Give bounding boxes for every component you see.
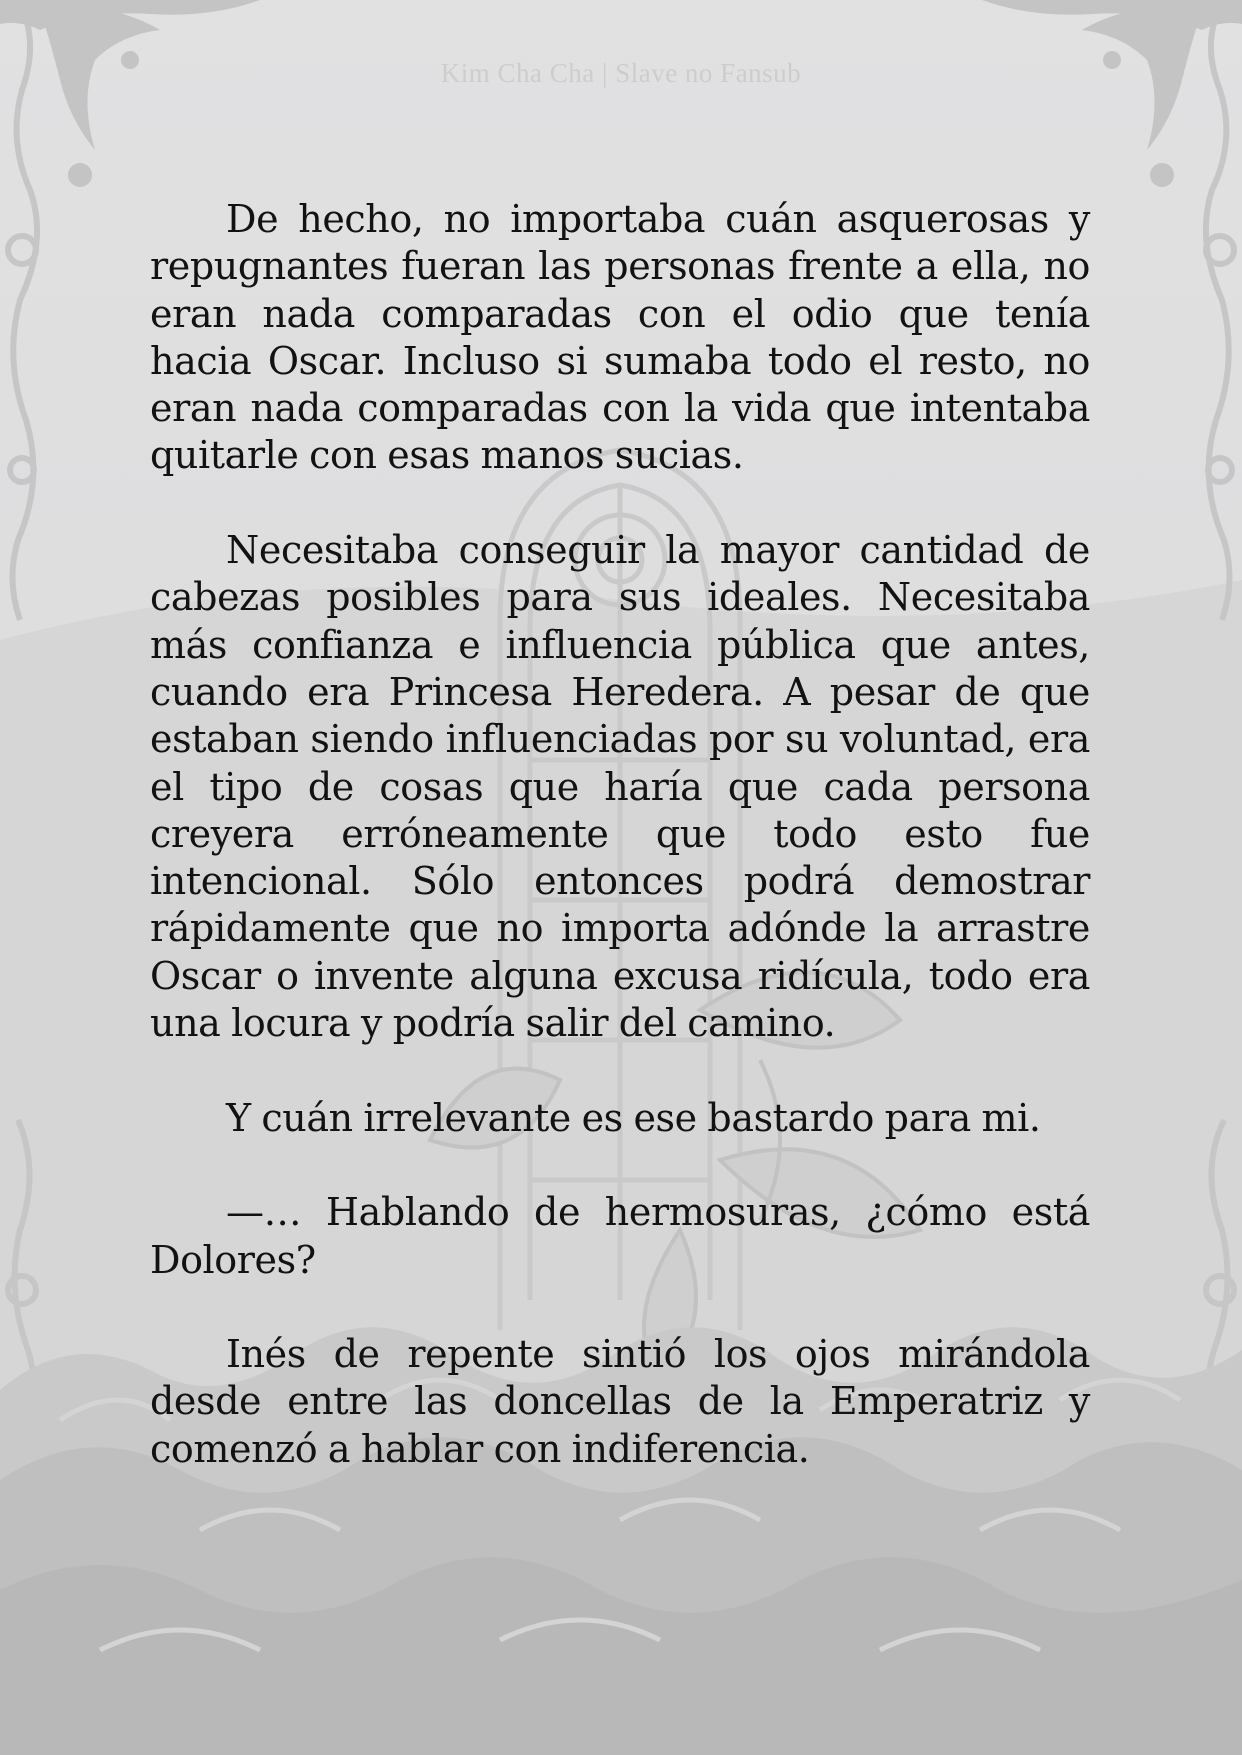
paragraph: Inés de repente sintió los ojos mirándola desde entre las doncellas de la Emperatriz y comenzó a hablar con indiferencia. (150, 1332, 1090, 1471)
top-right-corner-ornament (982, 0, 1242, 187)
translator-watermark: Kim Cha Cha | Slave no Fansub (440, 58, 802, 88)
paragraph: —… Hablando de hermosuras, ¿cómo está Dolores? (150, 1190, 1090, 1282)
paragraph: De hecho, no importaba cuán asquerosas y repugnantes fueran las personas frente a ella, no eran nada comparadas con el odio que tenía hacia Oscar. Incluso si sumaba todo el resto, no eran nada comparadas con la vida que intentaba quitarle con esas manos sucias. (150, 197, 1090, 478)
body-text (150, 196, 1090, 1520)
paragraph: Y cuán irrelevante es ese bastardo para mi. (226, 1095, 1041, 1140)
top-left-corner-ornament (0, 0, 260, 187)
paragraph: Necesitaba conseguir la mayor cantidad de cabezas posibles para sus ideales. Necesitaba más confianza e influencia pública que antes, cuando era Princesa Heredera. A pesar de que estaban siendo influenciadas por su voluntad, era el tipo de cosas que haría que cada persona creyera erróneamente que todo esto fue intencional. Sólo entonces podrá demostrar rápidamente que no importa adónde la arrastre Oscar o invente alguna excusa ridícula, todo era una locura y podría salir del camino. (150, 528, 1090, 1046)
